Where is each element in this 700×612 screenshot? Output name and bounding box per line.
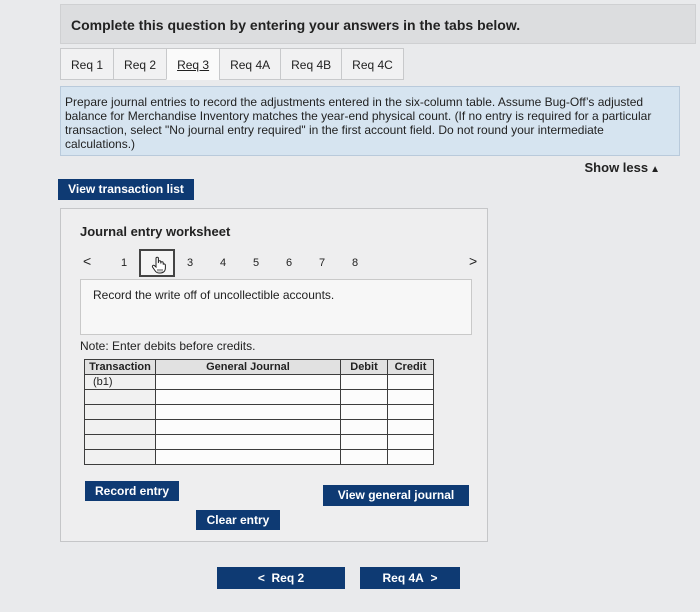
next-requirement-label: Req 4A [382,571,424,585]
header-credit: Credit [388,360,434,375]
debit-input[interactable] [341,420,388,435]
chevron-left-icon[interactable]: < [83,253,92,269]
account-input[interactable] [156,420,341,435]
account-input[interactable] [156,450,341,465]
page-2-current[interactable] [139,249,175,277]
tab-req-3[interactable] [166,48,220,80]
requirement-tabs [60,48,403,80]
account-input[interactable] [156,375,341,390]
header-transaction: Transaction [85,360,156,375]
next-requirement-button[interactable] [360,567,460,589]
table-row [85,435,434,450]
page-3[interactable]: 3 [187,257,194,269]
debit-input[interactable] [341,375,388,390]
worksheet-title: Journal entry worksheet [80,224,231,239]
entry-prompt-box [80,279,472,335]
transaction-cell [85,435,156,450]
debit-input[interactable] [341,405,388,420]
show-less-link[interactable] [585,160,660,175]
credit-input[interactable] [388,420,434,435]
credit-input[interactable] [388,450,434,465]
table-row [85,450,434,465]
credit-input[interactable] [388,375,434,390]
account-input[interactable] [156,390,341,405]
page-4[interactable]: 4 [220,257,227,269]
page-1[interactable]: 1 [121,257,128,269]
instructions-text: Prepare journal entries to record the adjustments entered in the six-column table. Assume Bug-Off’s adjusted balance for Merchandise Inventory matches the year-end physical count. [65,95,644,123]
tab-req-4c[interactable] [341,48,404,80]
page-5[interactable]: 5 [253,257,260,269]
table-row [85,390,434,405]
tab-label: Req 1 [71,58,104,72]
instructions-note: (If no entry is required for a particular transaction, select "No journal entry required" in the first account field. Do not round your intermediate calculations.) [65,109,652,151]
page-7[interactable]: 7 [319,257,326,269]
worksheet-pager [83,249,483,279]
table-row [85,375,434,390]
tab-label: Req 3 [177,58,210,72]
header-general-journal: General Journal [156,360,341,375]
view-general-journal-button[interactable]: View general journal [323,485,469,506]
credit-input[interactable] [388,435,434,450]
show-less-label: Show less [584,160,649,175]
page-6[interactable]: 6 [286,257,293,269]
account-input[interactable] [156,405,341,420]
tab-req-4a[interactable] [219,48,281,80]
credit-input[interactable] [388,405,434,420]
tab-req-4b[interactable] [280,48,342,80]
account-input[interactable] [156,435,341,450]
transaction-cell [85,390,156,405]
header-debit: Debit [341,360,388,375]
clear-entry-button[interactable]: Clear entry [196,510,280,530]
view-transaction-list-button[interactable]: View transaction list [58,179,194,200]
hand-cursor-icon [149,255,169,275]
debit-input[interactable] [341,390,388,405]
tab-label: Req 4A [230,58,271,72]
credit-input[interactable] [388,390,434,405]
tab-label: Req 4C [352,58,393,72]
table-row [85,420,434,435]
tab-req-1[interactable] [60,48,114,80]
chevron-right-icon: > [430,571,438,585]
prev-requirement-button[interactable] [217,567,345,589]
record-entry-button[interactable]: Record entry [85,481,179,501]
transaction-cell [85,405,156,420]
transaction-cell: (b1) [85,375,156,390]
tab-label: Req 4B [291,58,332,72]
tab-req-2[interactable] [113,48,167,80]
prev-requirement-label: Req 2 [271,571,305,585]
transaction-cell [85,420,156,435]
debit-input[interactable] [341,450,388,465]
question-banner: Complete this question by entering your answers in the tabs below. [60,4,696,44]
table-row [85,405,434,420]
entry-prompt: Record the write off of uncollectible accounts. [93,288,335,302]
journal-table [84,359,434,465]
chevron-right-icon[interactable]: > [469,253,478,269]
debit-input[interactable] [341,435,388,450]
chevron-left-icon: < [257,571,265,585]
instructions-box [60,86,680,156]
page-8[interactable]: 8 [352,257,359,269]
debits-note: Note: Enter debits before credits. [80,339,256,353]
tab-label: Req 2 [124,58,157,72]
triangle-up-icon: ▲ [650,164,660,175]
transaction-cell [85,450,156,465]
